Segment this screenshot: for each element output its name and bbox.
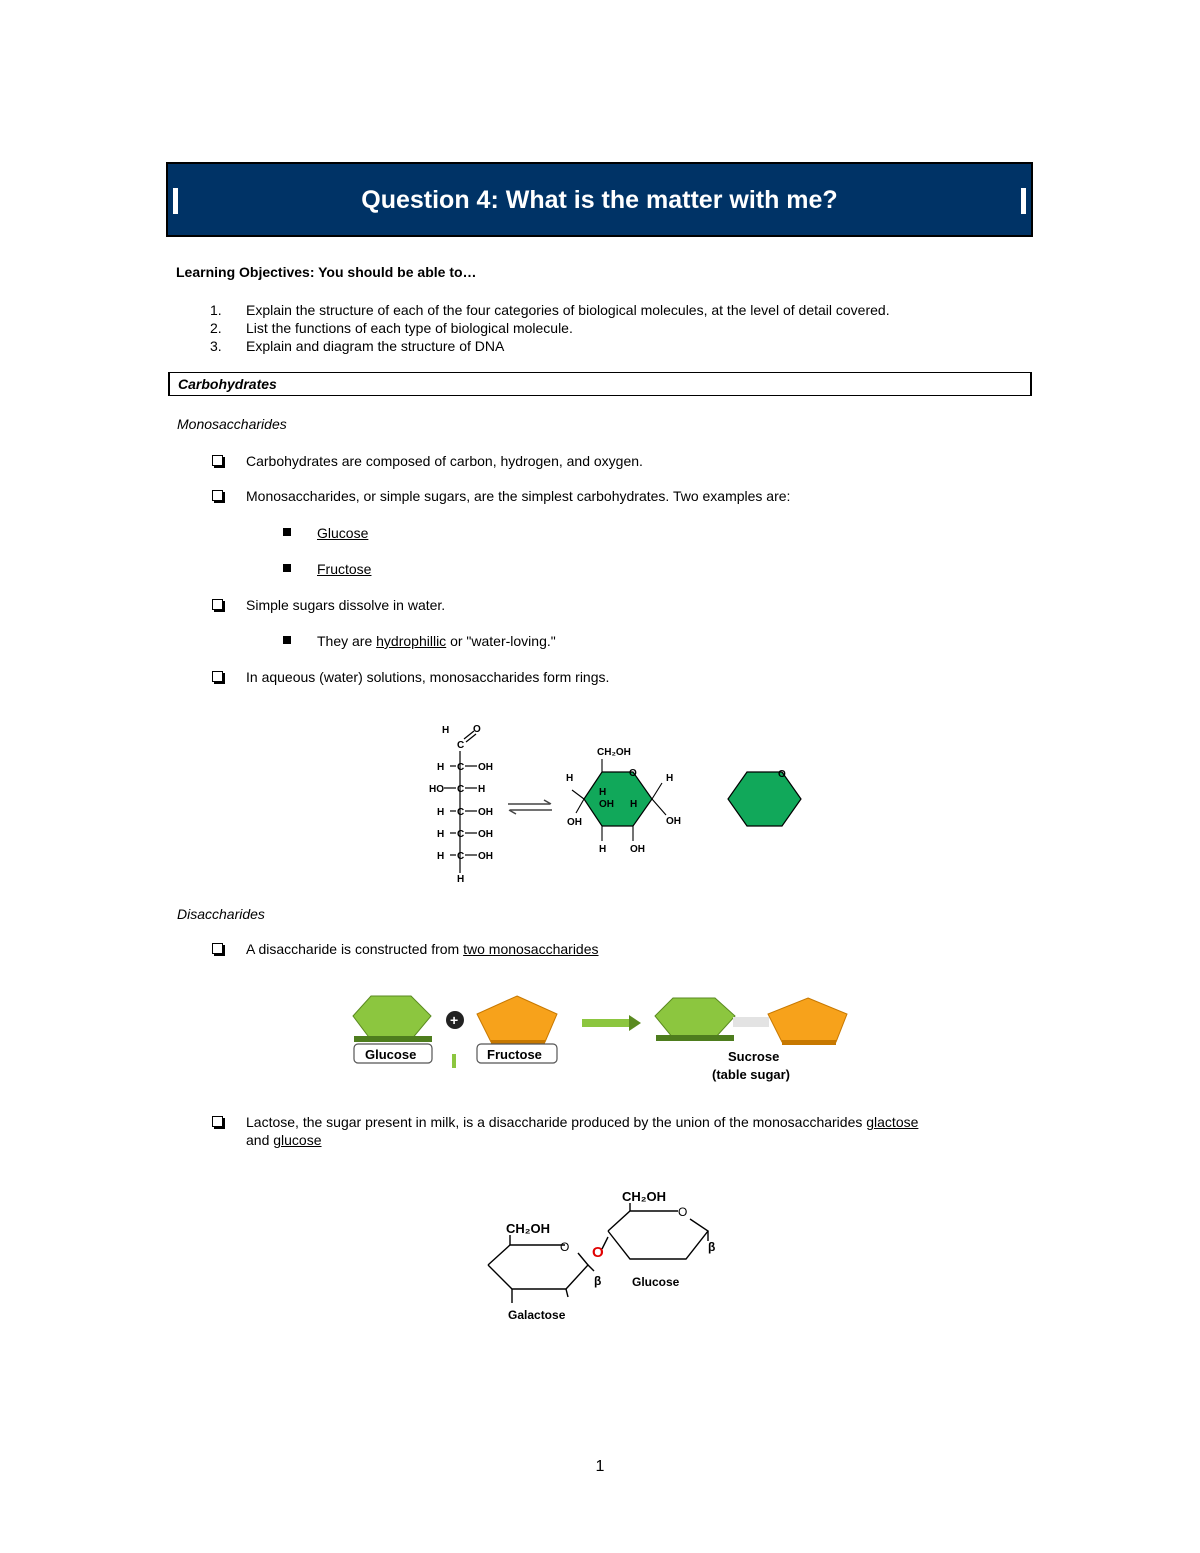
page-number: 1 [595, 1458, 605, 1475]
chain-label: OH [478, 807, 493, 818]
chain-label: OH [478, 762, 493, 773]
sucrose-glucose-hexagon [655, 998, 735, 1038]
ring-label: OH [666, 816, 681, 827]
galactose-label: Galactose [508, 1308, 566, 1322]
square-bullet-icon [283, 528, 291, 536]
sucrose-fructose-pentagon [768, 998, 847, 1042]
chain-label: OH [478, 851, 493, 862]
fig-fructose-label: Fructose [487, 1047, 542, 1062]
chain-label: O [473, 724, 481, 735]
objectives-heading: Learning Objectives: You should be able to… [176, 264, 477, 280]
galactose-ring-o-label: O [560, 1240, 570, 1254]
checkbox-bullet-icon [212, 490, 223, 501]
hydrophillic-link[interactable]: hydrophillic [376, 633, 447, 649]
equilibrium-arrows-icon [508, 800, 552, 814]
lactose-structure-figure [480, 1185, 730, 1325]
chain-label: C [457, 851, 465, 862]
chain-label: OH [478, 829, 493, 840]
fig-sucrose-sublabel: (table sugar) [712, 1067, 791, 1082]
galactose-link[interactable]: glactose [866, 1114, 919, 1130]
glucose-simplified-hexagon [728, 772, 801, 826]
section-title: Carbohydrates [178, 376, 277, 392]
chain-label: C [457, 740, 465, 751]
glycosidic-bond [733, 1017, 769, 1027]
fructose-pentagon [477, 996, 557, 1042]
checkbox-bullet-icon [212, 1116, 223, 1127]
checkbox-bullet-icon [212, 455, 223, 466]
galactose-ring [488, 1235, 594, 1303]
hexagon-o-label: O [778, 769, 786, 780]
ring-label: H [599, 787, 607, 798]
chain-label: C [457, 829, 465, 840]
glucose-ch2oh-label: CH₂OH [622, 1189, 667, 1204]
glucose-ring-o-label: O [678, 1205, 688, 1219]
chain-label: HO [429, 784, 444, 795]
objective-item: 2. List the functions of each type of biological molecule. [210, 320, 573, 336]
glucose-ring [602, 1203, 708, 1259]
chain-label: C [457, 784, 465, 795]
ring-label: H [599, 844, 607, 855]
checkbox-bullet-icon [212, 599, 223, 610]
chain-label: H [442, 725, 450, 736]
glucose-label: Glucose [632, 1275, 680, 1289]
ring-label: H [630, 799, 638, 810]
beta-label: β [594, 1274, 602, 1288]
square-bullet-icon [283, 636, 291, 644]
glucose-hexagon [353, 996, 431, 1040]
objective-item: 1. Explain the structure of each of the four categories of biological molecules, at the level of detail covered. [210, 302, 890, 318]
glucose-ring-formation-figure [420, 715, 820, 890]
title-banner [166, 162, 1033, 237]
ring-label: OH [567, 817, 582, 828]
monosaccharides-heading: Monosaccharides [177, 416, 287, 432]
chain-label: H [437, 829, 445, 840]
svg-text:+: + [450, 1012, 459, 1028]
checkbox-bullet-icon [212, 943, 223, 954]
fructose-link[interactable]: Fructose [317, 561, 372, 577]
section-header-box [168, 372, 1032, 396]
fig-glucose-label: Glucose [365, 1047, 417, 1062]
glucose-link[interactable]: Glucose [317, 525, 369, 541]
square-bullet-icon [283, 564, 291, 572]
chain-label: H [437, 762, 445, 773]
objective-item: 3. Explain and diagram the structure of DNA [210, 338, 505, 354]
chain-label: H [457, 874, 465, 885]
checkbox-bullet-icon [212, 671, 223, 682]
chain-label: H [437, 807, 445, 818]
ring-label: OH [630, 844, 645, 855]
sucrose-formation-figure [345, 990, 865, 1085]
ring-label: H [566, 773, 574, 784]
chain-label: C [457, 807, 465, 818]
chain-label: C [457, 762, 465, 773]
reaction-arrow-icon [582, 1015, 641, 1031]
page-title: Question 4: What is the matter with me? [361, 186, 838, 214]
document-page: Question 4: What is the matter with me? Learning Objectives: You should be able to… 1. Explain the structure of each of the four categories of biological molecules, at the level of detail covered. 2. List the functions of each type of biological molecule. 3. Explain and diagram the structure of DNA Carbohydrates Monosaccharides Carbohydrates are composed of carbon, hydrogen, and oxygen. Monosaccharides, or simple sugars, are the simplest carbohydrates. Two examples are: Glucose Fructose Simple sugars dissolve in water. They are hydrophillic or "water-loving." In aqueous (water) solutions, monosaccharides form rings. H O C H C OH HO C H H C OH H C OH H C OH H CH₂OH O H H OH OH H OH H H OH O Disaccharides A disaccharide is constructed from two monosaccharides + Glucose Fructose Sucrose (table sugar) Lactose, the sugar present in milk, is a disaccharide produced by the union of the monosaccharides glactose and glucose CH₂OH O β Galactose O CH₂OH O β Glucose 1 [0, 0, 1200, 1553]
fig-sucrose-label: Sucrose [728, 1049, 780, 1064]
ring-label: H [666, 773, 674, 784]
ring-label: OH [599, 799, 614, 810]
chain-label: H [478, 784, 486, 795]
ring-ch2oh-label: CH₂OH [597, 747, 631, 758]
glucose-ring-hexagon [584, 772, 652, 826]
beta-label: β [708, 1240, 716, 1254]
disaccharides-heading: Disaccharides [177, 906, 265, 922]
glycosidic-oxygen-label: O [592, 1244, 604, 1261]
galactose-ch2oh-label: CH₂OH [506, 1221, 551, 1236]
two-monosaccharides-link[interactable]: two monosaccharides [463, 941, 599, 957]
glucose-link[interactable]: glucose [273, 1132, 322, 1148]
ring-label: O [629, 768, 637, 779]
chain-label: H [437, 851, 445, 862]
